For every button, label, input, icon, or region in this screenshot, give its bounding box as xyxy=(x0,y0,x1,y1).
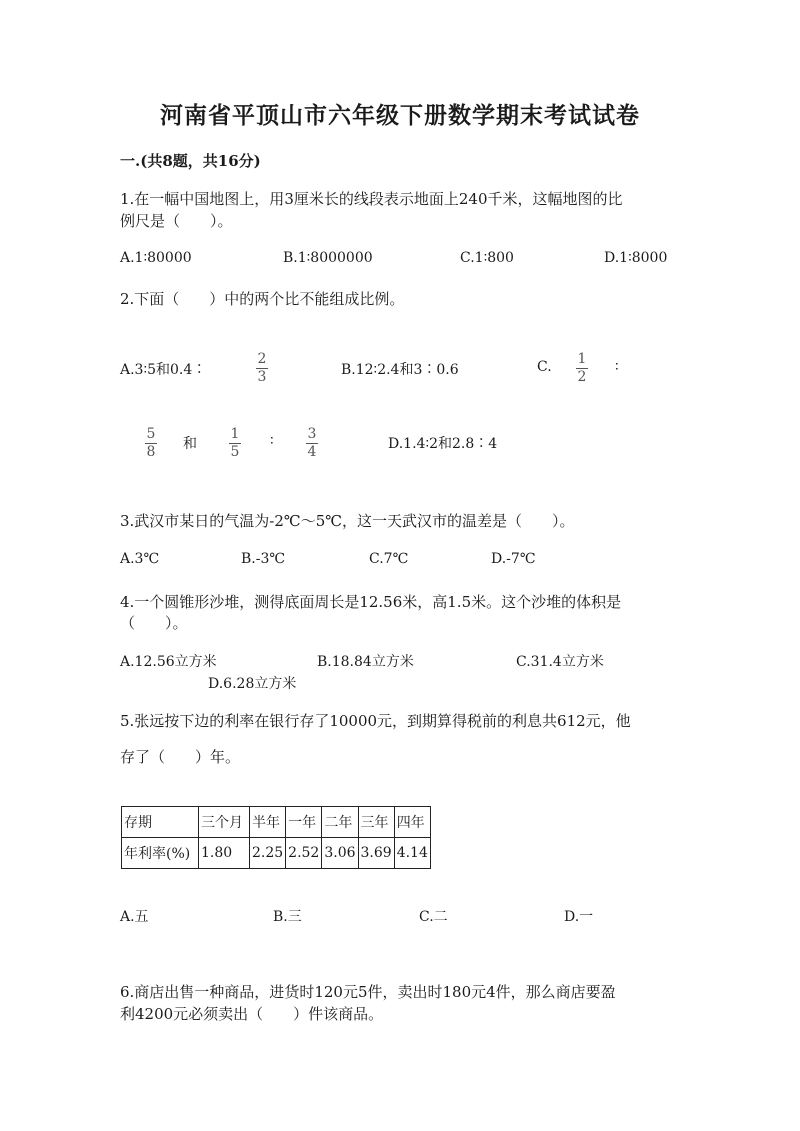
fraction-one-fifth xyxy=(229,426,241,461)
question-5-line-2: 存了（ ）年。 xyxy=(120,748,241,766)
table-cell: 三个月 xyxy=(199,807,250,838)
table-cell: 存期 xyxy=(122,807,199,838)
fraction-denominator: 5 xyxy=(230,444,240,460)
conjunction-he: 和 xyxy=(183,436,197,452)
fraction-numerator: 1 xyxy=(230,426,240,442)
fraction-five-eighths xyxy=(145,426,157,461)
ratio-colon: ∶ xyxy=(270,433,274,449)
question-4-line-2: （ ）。 xyxy=(120,614,188,632)
question-6-line-2: 利4200元必须卖出（ ）件该商品。 xyxy=(120,1005,384,1023)
q4-option-b: B.18.84立方米 xyxy=(317,654,414,670)
fraction-denominator: 2 xyxy=(577,369,587,385)
fraction-two-thirds xyxy=(256,351,268,386)
table-cell: 4.14 xyxy=(394,838,430,869)
table-cell: 1.80 xyxy=(199,838,250,869)
question-3-text: 3.武汉市某日的气温为-2℃～5℃，这一天武汉市的温差是（ ）。 xyxy=(120,512,575,530)
q2-option-a: A.3∶5和0.4∶ xyxy=(120,362,207,378)
q2-option-d: D.1.4∶2和2.8∶4 xyxy=(388,436,498,452)
table-cell: 半年 xyxy=(250,807,286,838)
table-row xyxy=(122,838,431,869)
q5-option-b: B.三 xyxy=(273,909,302,925)
q3-option-a: A.3℃ xyxy=(120,551,160,567)
q3-option-d: D.-7℃ xyxy=(491,551,536,567)
q1-option-a: A.1∶80000 xyxy=(120,250,192,266)
question-2-text: 2.下面（ ）中的两个比不能组成比例。 xyxy=(120,290,405,308)
fraction-denominator: 3 xyxy=(257,369,267,385)
table-cell: 一年 xyxy=(286,807,322,838)
section-heading: 一.(共8题，共16分) xyxy=(120,152,261,170)
table-cell: 3.69 xyxy=(358,838,394,869)
q3-option-b: B.-3℃ xyxy=(241,551,286,567)
fraction-denominator: 4 xyxy=(307,444,317,460)
q3-option-c: C.7℃ xyxy=(369,551,409,567)
ratio-colon: ∶ xyxy=(615,359,619,375)
question-5-line-1: 5.张远按下边的利率在银行存了10000元，到期算得税前的利息共612元，他 xyxy=(120,712,631,730)
question-1-line-2: 例尺是（ ）。 xyxy=(120,212,233,230)
q2-option-b: B.12∶2.4和3∶0.6 xyxy=(341,362,459,378)
interest-rate-table xyxy=(121,806,431,869)
fraction-numerator: 3 xyxy=(307,426,317,442)
q5-option-d: D.一 xyxy=(564,909,594,925)
table-cell: 2.25 xyxy=(250,838,286,869)
fraction-denominator: 8 xyxy=(146,444,156,460)
fraction-numerator: 2 xyxy=(257,351,267,367)
table-cell: 四年 xyxy=(394,807,430,838)
table-cell: 2.52 xyxy=(286,838,322,869)
q5-option-a: A.五 xyxy=(120,909,149,925)
fraction-one-half xyxy=(576,351,588,386)
table-cell: 3.06 xyxy=(322,838,358,869)
q2-option-c: C. xyxy=(537,359,552,375)
fraction-numerator: 5 xyxy=(146,426,156,442)
question-4-line-1: 4.一个圆锥形沙堆，测得底面周长是12.56米，高1.5米。这个沙堆的体积是 xyxy=(120,593,622,611)
table-cell: 三年 xyxy=(358,807,394,838)
table-header-row xyxy=(122,807,431,838)
q4-option-c: C.31.4立方米 xyxy=(516,654,604,670)
question-1-line-1: 1.在一幅中国地图上，用3厘米长的线段表示地面上240千米，这幅地图的比 xyxy=(120,190,623,208)
table-cell: 年利率(%) xyxy=(122,838,199,869)
question-6-line-1: 6.商店出售一种商品，进货时120元5件，卖出时180元4件，那么商店要盈 xyxy=(120,983,616,1001)
q5-option-c: C.二 xyxy=(419,909,448,925)
q4-option-a: A.12.56立方米 xyxy=(120,654,217,670)
table-cell: 二年 xyxy=(322,807,358,838)
fraction-numerator: 1 xyxy=(577,351,587,367)
fraction-three-quarters xyxy=(306,426,318,461)
q1-option-b: B.1∶8000000 xyxy=(283,250,373,266)
q1-option-d: D.1∶8000 xyxy=(604,250,668,266)
q4-option-d: D.6.28立方米 xyxy=(208,676,297,692)
q1-option-c: C.1∶800 xyxy=(460,250,514,266)
page-title: 河南省平顶山市六年级下册数学期末考试试卷 xyxy=(160,102,640,129)
